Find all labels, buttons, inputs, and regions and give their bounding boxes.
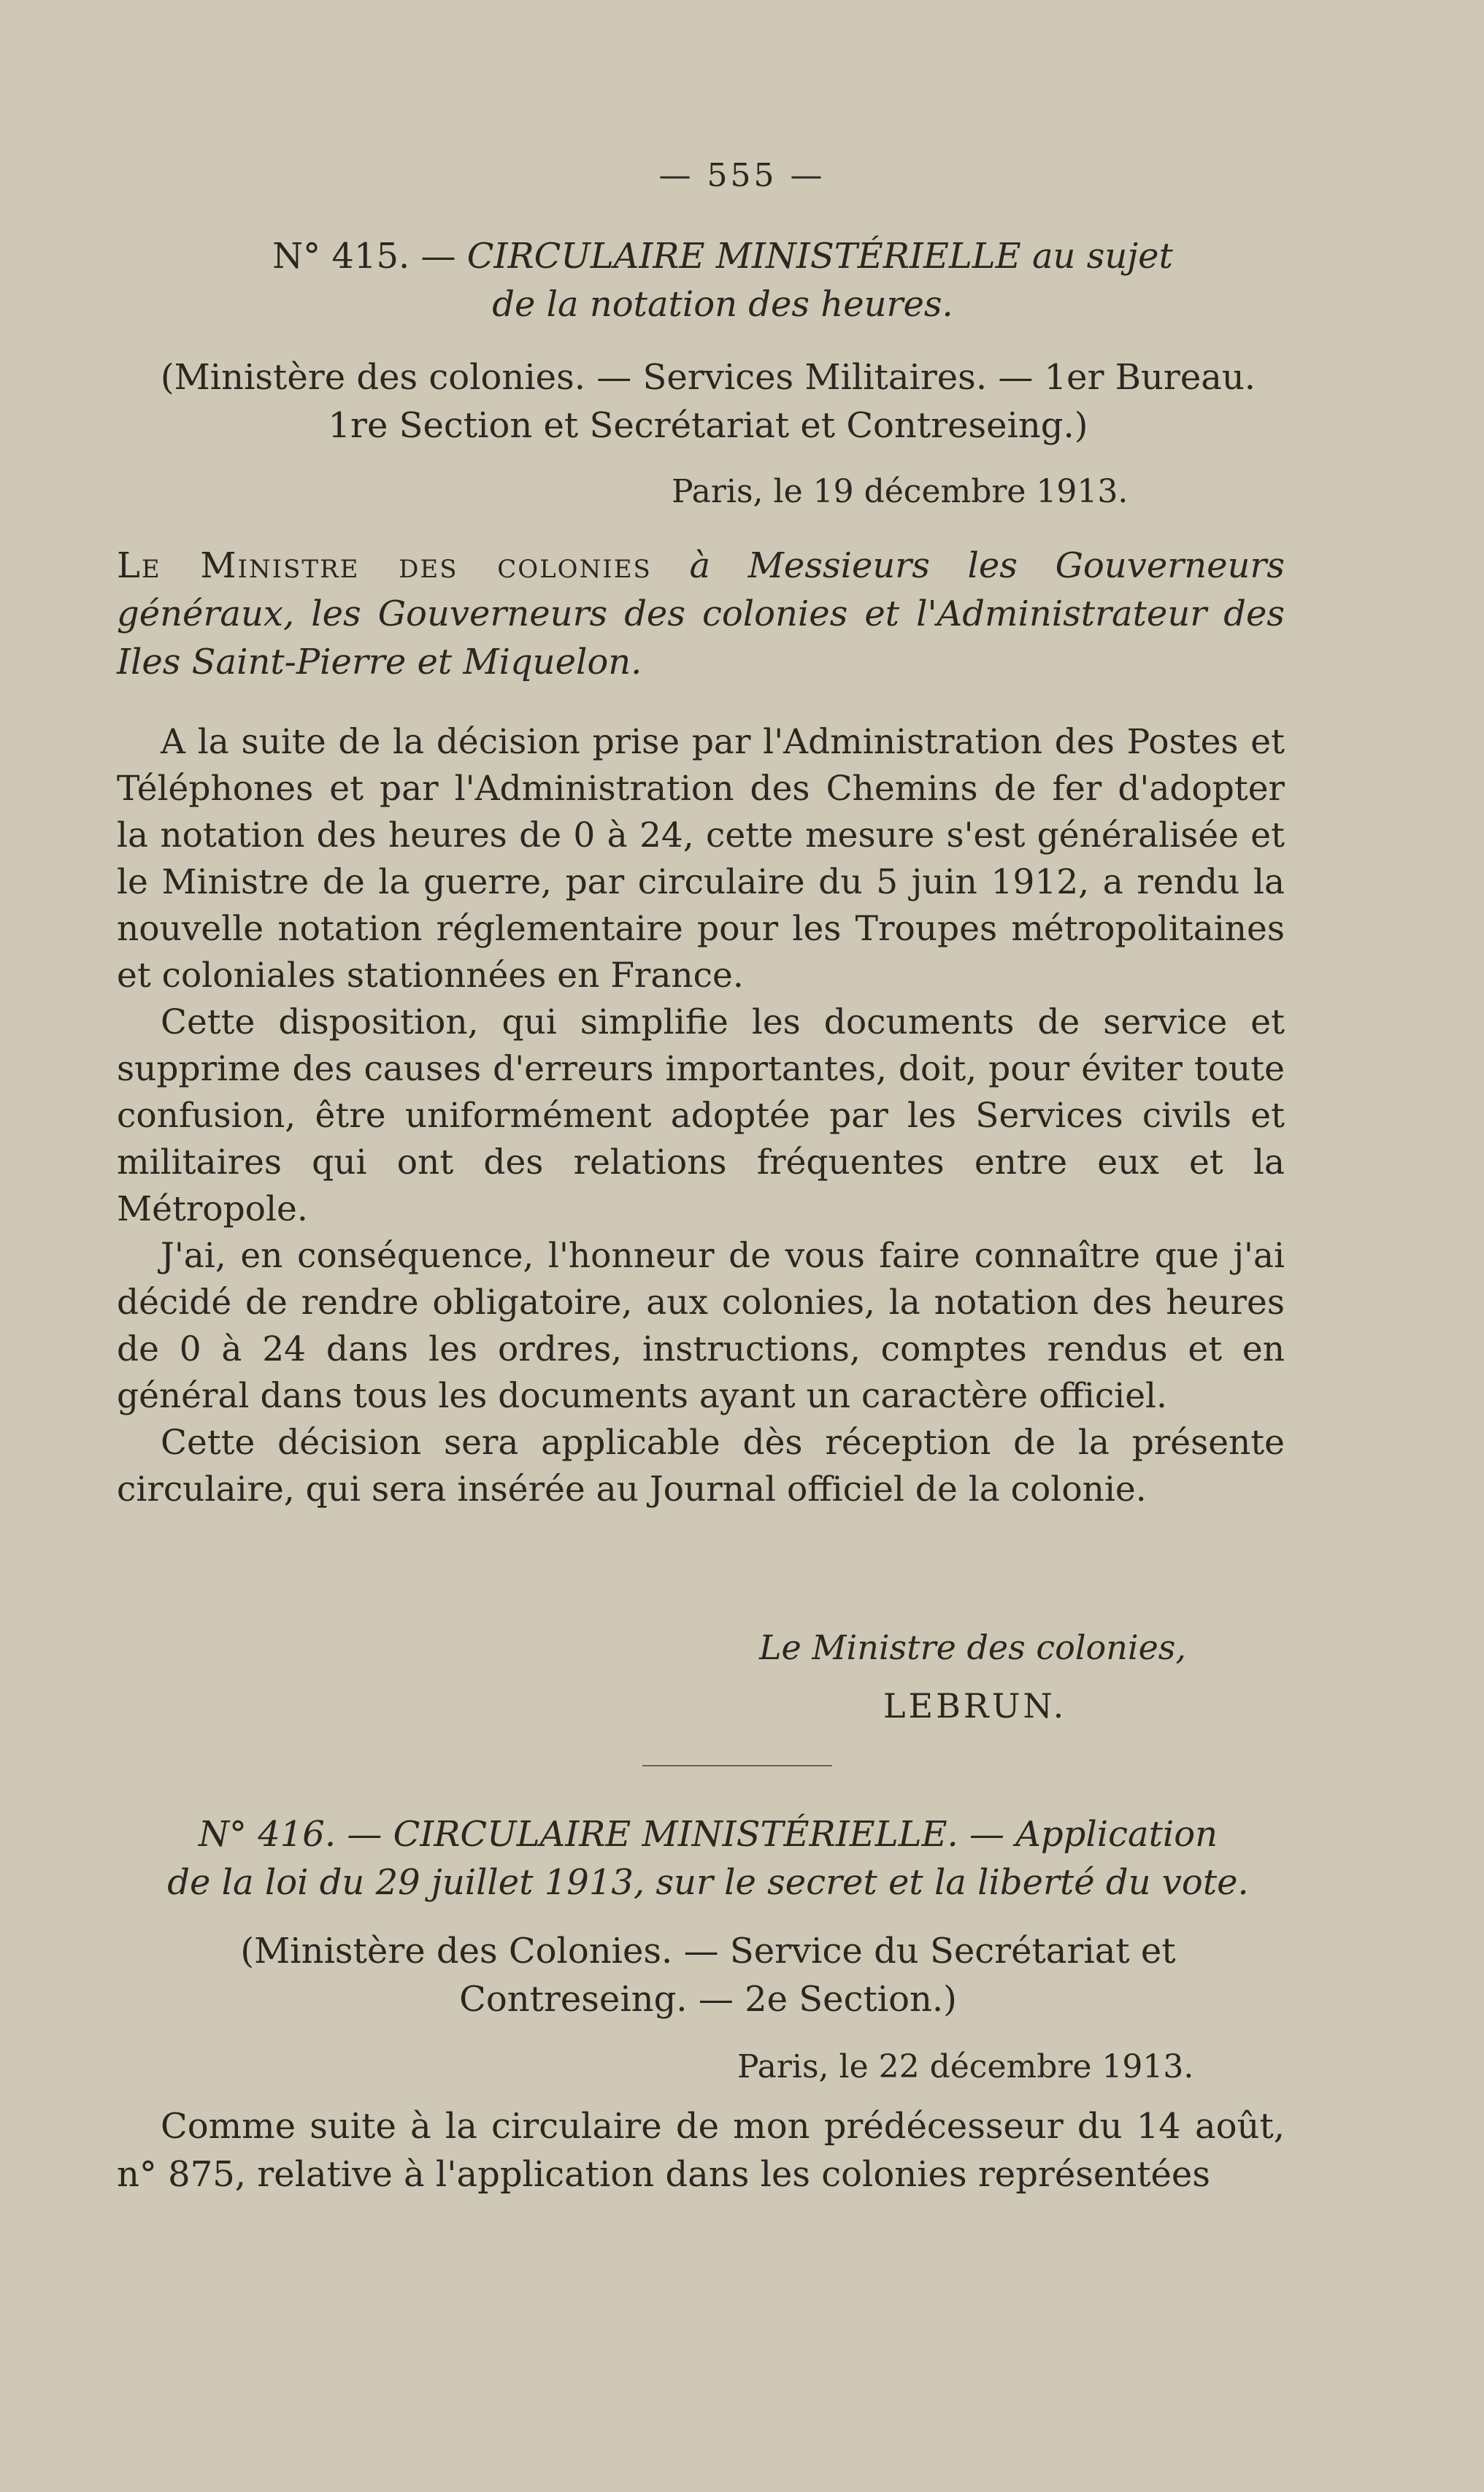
circular-415-address-rest: à Messieurs les Gouverneurs généraux, les Gouverneurs des colonies et l'Administrateur des Iles Saint-Pierre et Miquelon. <box>117 545 1285 682</box>
circular-415-body <box>117 719 1285 1513</box>
circular-416-body <box>117 2102 1285 2199</box>
circular-416-date: Paris, le 22 décembre 1913. <box>737 2048 1194 2085</box>
circular-416-ministry-line1: (Ministère des Colonies. — Service du Secrétariat et <box>240 1931 1176 1972</box>
circular-415-ministry-line2: 1re Section et Secrétariat et Contreseing.) <box>328 405 1088 446</box>
circular-415-signature-title: Le Ministre des colonies, <box>759 1628 1187 1667</box>
circular-415-paragraph-1: A la suite de la décision prise par l'Administration des Postes et Téléphones et par l'Administration des Chemins de fer d'adopter la notation des heures de 0 à 24, cette mesure s'est généralisée et le Ministre de la guerre, par circulaire du 5 juin 1912, a rendu la nouvelle notation réglementaire pour les Troupes métropolitaines et coloniales stationnées en France. <box>117 722 1285 996</box>
circular-415-title: CIRCULAIRE MINISTÉRIELLE au sujet <box>466 236 1173 277</box>
circular-415-paragraph-3: J'ai, en conséquence, l'honneur de vous faire connaître que j'ai décidé de rendre obligatoire, aux colonies, la notation des heures de 0 à 24 dans les ordres, instructions, comptes rendus et en général dans tous les documents ayant un caractère officiel. <box>117 1236 1285 1416</box>
circular-416-paragraph-1: Comme suite à la circulaire de mon prédécesseur du 14 août, n° 875, relative à l'application dans les colonies représentées <box>117 2106 1285 2195</box>
circular-415-heading <box>153 232 1292 280</box>
page-number: — 555 — <box>658 157 826 194</box>
circular-415-paragraph-4: Cette décision sera applicable dès réception de la présente circulaire, qui sera insérée au Journal officiel de la colonie. <box>117 1423 1285 1510</box>
circular-415-paragraph-2: Cette disposition, qui simplifie les documents de service et supprime des causes d'erreurs importantes, doit, pour éviter toute confusion, être uniformément adoptée par les Services civils et militaires qui ont des relations fréquentes entre eux et la Métropole. <box>117 1002 1285 1229</box>
circular-415-subject-text: de la notation des heures. <box>492 284 953 325</box>
circular-415-signature-name: LEBRUN. <box>883 1686 1067 1726</box>
circular-415-ministry-line1: (Ministère des colonies. — Services Militaires. — 1er Bureau. <box>160 357 1256 398</box>
circular-415-address-caps: Le Ministre des colonies <box>117 545 652 586</box>
circular-415-address <box>117 542 1285 686</box>
circular-415-subject <box>153 280 1292 328</box>
circular-416-ministry-line2: Contreseing. — 2e Section.) <box>459 1979 957 2020</box>
circular-415-number: N° 415. — <box>272 236 467 277</box>
separator-rule <box>642 1765 832 1766</box>
circular-416-heading: N° 416. — CIRCULAIRE MINISTÉRIELLE. — Application <box>198 1814 1218 1855</box>
circular-416-subject: de la loi du 29 juillet 1913, sur le secret et la liberté du vote. <box>167 1862 1249 1903</box>
circular-415-date: Paris, le 19 décembre 1913. <box>672 473 1129 510</box>
